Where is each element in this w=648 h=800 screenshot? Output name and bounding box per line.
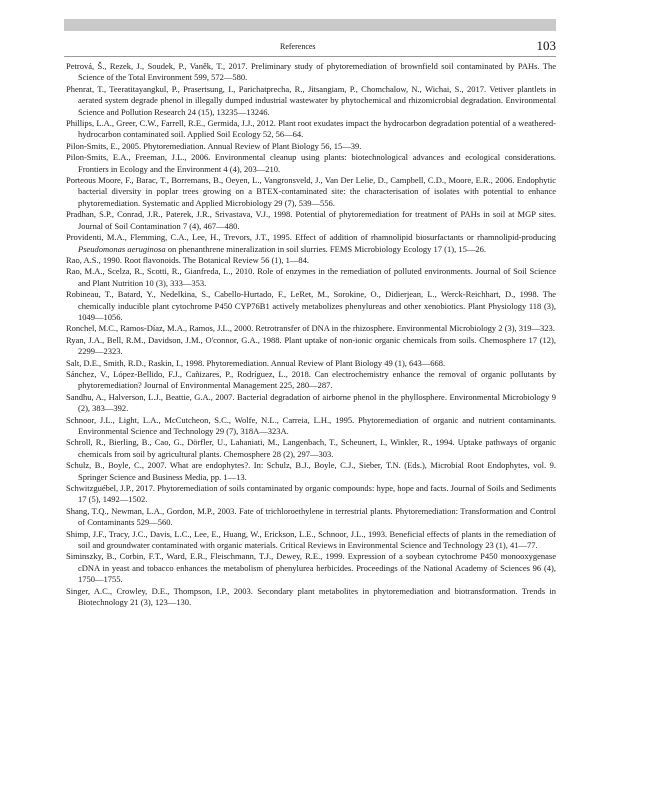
reference-entry: Rao, M.A., Scelza, R., Scotti, R., Gianfreda, L., 2010. Role of enzymes in the remediation of polluted environments. Journal of Soil Science and Plant Nutrition 10 (3), 333—353. [66,266,556,288]
page-number: 103 [536,38,556,53]
reference-entry: Petrová, Š., Rezek, J., Soudek, P., Vaněk, T., 2017. Preliminary study of phytoremediation of brownfield soil contaminated by PAHs. The Science of the Total Environment 599, 572—580. [66,61,556,83]
reference-entry [66,232,556,255]
reference-entry: Shang, T.Q., Newman, L.A., Gordon, M.P., 2003. Fate of trichloroethylene in terrestrial plants. Phytoremediation: Transformation and Control of Contaminants 529—560. [66,505,556,528]
reference-entry: Pilon-Smits, E., 2005. Phytoremediation. Annual Review of Plant Biology 56, 15—39. [66,140,362,151]
reference-entry: Ronchel, M.C., Ramos-Díaz, M.A., Ramos, J.L., 2000. Retrotransfer of DNA in the rhizosphere. Environmental Microbiology 2 (3), 319—323. [66,323,555,334]
reference-entry: Pilon-Smits, E.A., Freeman, J.L., 2006. Environmental cleanup using plants: biotechnological advances and ecological considerations. Frontiers in Ecology and the Environment 4 (4), 203—210. [66,152,556,174]
reference-entry: Shimp, J.F., Tracy, J.C., Davis, L.C., Lee, E., Huang, W., Erickson, L.E., Schnoor, J.L., 1993. Beneficial effects of plants in the remediation of soil and groundwater contaminated with organic materials. Critical Reviews in Environmental Science and Technology 23 (1), 41—77. [66,528,556,551]
header-rule [64,56,556,57]
reference-entry: Salt, D.E., Smith, R.D., Raskin, I., 1998. Phytoremediation. Annual Review of Plant Biology 49 (1), 643—668. [66,357,446,368]
reference-entry: Schwitzguébel, J.P., 2017. Phytoremediation of soils contaminated by organic compounds: hype, hope and facts. Journal of Soils and Sediments 17 (5), 1492—1502. [66,483,556,505]
reference-entry: Phillips, L.A., Greer, C.W., Farrell, R.E., Germida, J.J., 2012. Plant root exudates impact the hydrocarbon degradation potential of a weathered-hydrocarbon contaminated soil. Applied Soil Ecology 52, 56—64. [66,118,556,140]
reference-entry: Schroll, R., Bierling, B., Cao, G., Dörfler, U., Lahaniati, M., Langenbach, T., Scheunert, I., Winkler, R., 1994. Uptake pathways of organic chemicals from soil by agricultural plants. Chemosphere 28 (2), 297—303. [66,437,556,459]
reference-entry: Porteous Moore, F., Barac, T., Borremans, B., Oeyen, L., Vangronsveld, J., Van Der Lelie, D., Campbell, C.D., Moore, E.R., 2006. Endophytic bacterial diversity in poplar trees growing on a BTEX-contaminated site: the characterisation of isolates with potential to enhance phytoremediation. Systematic and Applied Microbiology 29 (7), 539—556. [66,175,556,208]
running-head: References [280,42,316,51]
reference-entry: Siminszky, B., Corbin, F.T., Ward, E.R., Fleischmann, T.J., Dewey, R.E., 1999. Expression of a soybean cytochrome P450 monooxygenase cDNA in yeast and tobacco enhances the metabolism of phenylurea herbicides. Proceedings of the National Academy of Sciences 96 (4), 1750—1755. [66,551,556,585]
reference-italic-text: Pseudomonas aeruginosa [78,243,166,254]
reference-text: on phenanthrene mineralization in soil slurries. FEMS Microbiology Ecology 17 (1), 15—26. [165,243,486,254]
reference-entry: Sandhu, A., Halverson, L.J., Beattie, G.A., 2007. Bacterial degradation of airborne phenol in the phyllosphere. Environmental Microbiology 9 (2), 383—392. [66,391,556,414]
reference-entry: Singer, A.C., Crowley, D.E., Thompson, I.P., 2003. Secondary plant metabolites in phytoremediation and biotransformation. Trends in Biotechnology 21 (3), 123—130. [66,585,556,608]
reference-entry: Sánchez, V., López-Bellido, F.J., Cañizares, P., Rodríguez, L., 2018. Can electrochemistry enhance the removal of organic pollutants by phytoremediation? Journal of Environmental Management 225, 280—287. [66,368,556,391]
reference-entry: Rao, A.S., 1990. Root flavonoids. The Botanical Review 56 (1), 1—84. [66,254,310,265]
reference-text: Providenti, M.A., Flemming, C.A., Lee, H., Trevors, J.T., 1995. Effect of addition of rhamnolipid biosurfactants or rhamnolipid-producing [66,232,556,243]
reference-entry: Schulz, B., Boyle, C., 2007. What are endophytes?. In: Schulz, B.J., Boyle, C.J., Sieber, T.N. (Eds.), Microbial Root Endophytes, vol. 9. Springer Science and Business Media, pp. 1—13. [66,460,556,482]
reference-entry: Robineau, T., Batard, Y., Nedelkina, S., Cabello-Hurtado, F., LeRet, M., Sorokine, O., Didierjean, L., Werck-Reichhart, D., 1998. The chemically inducible plant cytochrome P450 CYP76B1 actively metabolizes phenylureas and other xenobiotics. Plant Physiology 118 (3), 1049—1056. [66,289,556,322]
reference-entry: Schnoor, J.L., Light, L.A., McCutcheon, S.C., Wolfe, N.L., Carreia, L.H., 1995. Phytoremediation of organic and nutrient contaminants. Environmental Science and Technology 29 (7), 318A—323A. [66,414,556,436]
reference-entry: Pradhan, S.P., Conrad, J.R., Paterek, J.R., Srivastava, V.J., 1998. Potential of phytoremediation for treatment of PAHs in soil at MGP sites. Journal of Soil Contamination 7 (4), 467—480. [66,209,556,231]
reference-entry: Ryan, J.A., Bell, R.M., Davidson, J.M., O'connor, G.A., 1988. Plant uptake of non-ionic organic chemicals from soils. Chemosphere 17 (12), 2299—2323. [66,334,556,357]
reference-entry: Phenrat, T., Teeratitayangkul, P., Prasertsung, I., Parichatprecha, R., Jitsangiam, P., Chomchalow, N., Wichai, S., 2017. Vetiver plantlets in aerated system degrade phenol in illegally dumped industrial wastewater by phytochemical and rhizomicrobial degradation. Environmental Science and Pollution Research 24 (15), 13235—13246. [66,83,556,117]
reference-list [66,61,556,609]
header-bar [64,19,556,31]
